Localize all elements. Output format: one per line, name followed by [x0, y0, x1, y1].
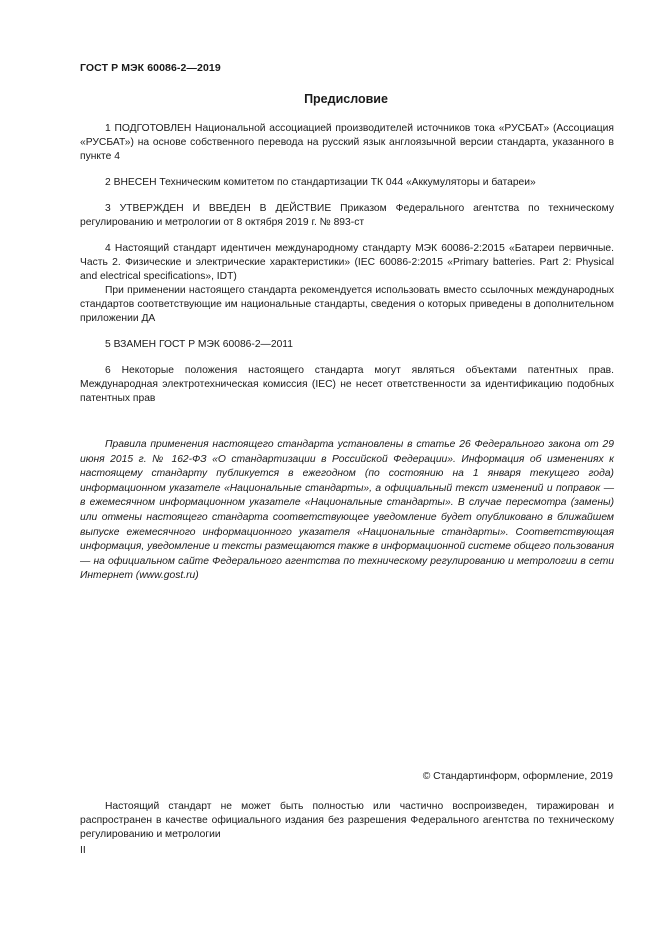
- paragraph-replaces: 5 ВЗАМЕН ГОСТ Р МЭК 60086-2—2011: [105, 339, 293, 350]
- page-title: Предисловие: [304, 92, 388, 106]
- application-rules-notice: Правила применения настоящего стандарта установлены в статье 26 Федерального закона от 29 июня 2015 г. № 162-ФЗ «О стандартизации в Российской Федерации». Информация об изменениях к настоящему стандарту публикуется в ежегодном (по состоянию на 1 января текущего года) информационном указателе «Национальные стандарты», а официальный текст изменений и поправок — в ежемесячном информационном указателе «Национальные стандарты». В случае пересмотра (замены) или отмены настоящего стандарта соответствующее уведомление будет опубликовано в ближайшем выпуске ежемесячного информационного указателя «Национальные стандарты». Соответствующая информация, уведомление и тексты размещаются также в информационной системе общего пользования — на официальном сайте Федерального агентства по техническому регулированию и метрологии в сети Интернет (www.gost.ru): [80, 439, 614, 582]
- paragraph-patents: 6 Некоторые положения настоящего стандарта могут являться объектами патентных прав. Международная электротехническая комиссия (IEC) не несет ответственности за идентификацию подобных патентных прав: [80, 365, 614, 404]
- copyright-line: © Стандартинформ, оформление, 2019: [422, 771, 613, 782]
- reproduction-notice: Настоящий стандарт не может быть полностью или частично воспроизведен, тиражирован и распространен в качестве официального издания без разрешения Федерального агентства по техническому регулированию и метрологии: [80, 801, 614, 840]
- paragraph-identical: 4 Настоящий стандарт идентичен международному стандарту МЭК 60086-2:2015 «Батареи первичные. Часть 2. Физические и электрические характеристики» (IEC 60086-2:2015 «Primary batteries. Part 2: Physical and electrical specifications», IDT): [80, 243, 614, 282]
- document-header: ГОСТ Р МЭК 60086-2—2019: [80, 62, 221, 74]
- foreword-body: [80, 122, 614, 406]
- paragraph-approved: 3 УТВЕРЖДЕН И ВВЕДЕН В ДЕЙСТВИЕ Приказом Федерального агентства по техническому регулированию и метрологии от 8 октября 2019 г. № 893-ст: [80, 203, 614, 228]
- page-number: II: [80, 845, 86, 856]
- paragraph-submitted: 2 ВНЕСЕН Техническим комитетом по стандартизации ТК 044 «Аккумуляторы и батареи»: [105, 177, 536, 188]
- paragraph-references: При применении настоящего стандарта рекомендуется использовать вместо ссылочных международных стандартов соответствующие им национальные стандарты, сведения о которых приведены в дополнительном приложении ДА: [80, 285, 614, 324]
- paragraph-prepared: 1 ПОДГОТОВЛЕН Национальной ассоциацией производителей источников тока «РУСБАТ» (Ассоциация «РУСБАТ») на основе собственного перевода на русский язык англоязычной версии стандарта, указанного в пункте 4: [80, 123, 614, 162]
